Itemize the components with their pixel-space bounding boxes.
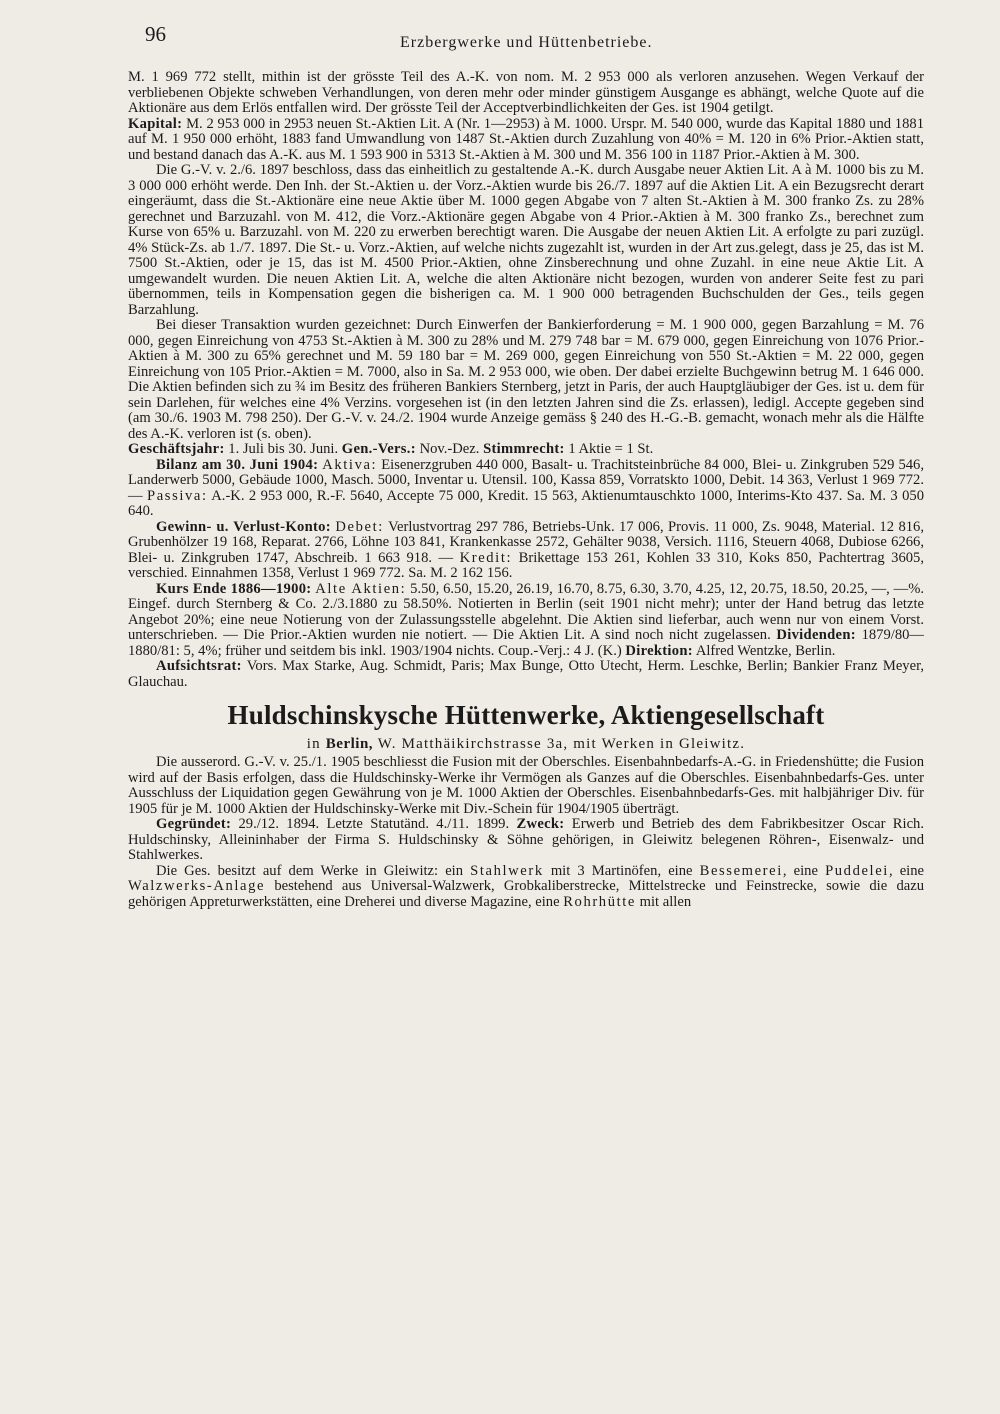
paragraph-kurs	[128, 582, 924, 660]
label-passiva: Passiva:	[147, 487, 208, 504]
text-fusion: Die ausserord. G.-V. v. 25./1. 1905 beschliesst die Fusion mit der Oberschles. Eisenbahnbedarfs-A.-G. in Friedenshütte; die Fusion wird auf der Basis erfolgen, dass die Huldschinsky-Werke ihr Vermögen als Ganzes auf die Oberschles. Eisenbahnbedarfs-Ges. unter Ausschluss der Liquidation gegen Gewährung von je M. 1000 Aktien der Oberschles. Eisenbahnbedarfs-Ges. mit halbjähriger Div. für 1905 für je M. 1000 Aktien der Huldschinsky-Werke mit Div.-Schein für 1904/1905 überträgt.	[128, 754, 924, 817]
paragraph-intro	[128, 70, 924, 117]
paragraph-kapital	[128, 117, 924, 164]
text-debet: Verlustvortrag 297 786, Betriebs-Unk. 17 006, Provis. 11 000, Zs. 9048, Material. 12 816, Grubenhölzer 19 168, Reparat. 2766, Löhne 103 841, Krankenkasse 2572, Gehälter 9038, Versich. 1116, Steuern 4068, Dubiose 6266, Blei- u. Zinkgruben 1747, Abschreib. 1 663 918. —	[128, 518, 924, 566]
label-aufsichtsrat: Aufsichtsrat:	[156, 658, 242, 674]
text-besitz-f: mit allen	[639, 893, 692, 910]
text-dividenden: 1879/80—1880/81: 5, 4%; früher und seitdem bis inkl. 1903/1904 nichts. Coup.-Verj.: 4 J. (K.)	[128, 627, 925, 659]
label-aktiva: Aktiva:	[322, 456, 378, 473]
text-gv: Die G.-V. v. 2./6. 1897 beschloss, dass das einheitlich zu gestaltende A.-K. durch Ausgabe neuer Aktien Lit. A à M. 1000 bis zu M. 3 000 000 erhöht werde. Den Inh. der St.-Aktien u. der Vorz.-Aktien wurde bis 26./7. 1897 auf die Aktien Lit. A ein Bezugsrecht derart eingeräumt, dass die St.-Aktionäre eine neue Aktie über M. 1000 gegen Abgabe von 7 alten St.-Aktien à M. 300 franko Zs. zu 28% gerechnet und Barzuzahl. von M. 412, die Vorz.-Aktionäre gegen Abgabe von 4 Prior.-Aktien à M. 300 franko Zs., berechnet zum Kurse von 65% u. Barzuzahl. von M. 220 zu erwerben berechtigt waren. Die Ausgabe der neuen Aktien Lit. A erfolgte zu pari zuzügl. 4% Stück-Zs. ab 1./7. 1897. Die St.- u. Vorz.-Aktien, auf welche nichts zugezahlt ist, wurden in der Art zus.gelegt, dass je 25, das ist M. 7500 St.-Aktien, oder je 15, das ist M. 4500 Prior.-Aktien, ohne Zinsberechnung und ohne Zuzahl. in eine neue Aktie Lit. A umgewandelt wurden. Die neuen Aktien Lit. A, welche die alten Aktionäre nicht bezogen, wurden von anderer Seite fest zu pari übernommen, teils in Kompensation gegen die bisherigen ca. M. 1 900 000 betragenden Buchschulden der Ges., teils gegen Barzahlung.	[128, 162, 924, 318]
text-kapital: M. 2 953 000 in 2953 neuen St.-Aktien Lit. A (Nr. 1—2953) à M. 1000. Urspr. M. 540 000, wurde das Kapital 1880 und 1881 auf M. 1 950 000 erhöht, 1883 fand Umwandlung von 1487 St.-Aktien durch Zuzahlung von 40% = M. 120 in 6% Prior.-Aktien statt, und bestand danach das A.-K. aus M. 1 593 900 in 5313 St.-Aktien à M. 300 und M. 356 100 in 1187 Prior.-Aktien à M. 300.	[128, 115, 924, 163]
text-direktion: Alfred Wentzke, Berlin.	[695, 642, 836, 659]
label-kurs: Kurs Ende 1886—1900:	[156, 580, 312, 597]
label-direktion: Direktion:	[625, 642, 693, 659]
label-zweck: Zweck:	[516, 816, 565, 832]
term-rohrhuette: Rohrhütte	[563, 893, 636, 910]
label-geschaeftsjahr: Geschäftsjahr:	[128, 441, 225, 457]
text-aufsichtsrat: Vors. Max Starke, Aug. Schmidt, Paris; Max Bunge, Otto Utecht, Herm. Leschke, Berlin; Bankier Franz Meyer, Glauchau.	[128, 658, 924, 690]
label-bilanz: Bilanz am 30. Juni 1904:	[156, 456, 319, 473]
paragraph-besitz	[128, 864, 924, 911]
text-kurs: 5.50, 6.50, 15.20, 26.19, 16.70, 8.75, 6.30, 3.70, 4.25, 12, 20.75, 18.50, 20.25, —, —%. Eingef. durch Sternberg & Co. 2./3.1880 zu 58.50%. Notierten in Berlin (seit 1901 nicht mehr); unter der Hand betrug das letzte Angebot 20%; eine neue Notierung von der Zulassungsstelle abgelehnt. Die Aktien sind lieferbar, auch wenn nur von einem Vorst. unterschrieben. — Die Prior.-Aktien wurden nie notiert. — Die Aktien Lit. A sind noch nicht zugelassen.	[128, 580, 924, 643]
paragraph-fusion	[128, 755, 924, 817]
company-title: Huldschinskysche Hüttenwerke, Aktiengesellschaft	[227, 700, 825, 730]
text-passiva: A.-K. 2 953 000, R.-F. 5640, Accepte 75 000, Kredit. 15 563, Aktienumtauschkto 1000, Interims-Kto 437. Sa. M. 3 050 640.	[128, 487, 924, 519]
text-besitz-e: bestehend aus Universal-Walzwerk, Grobkaliberstrecke, Mittelstrecke und Feinstrecke, sowie die dazu gehörigen Appreturwerkstätten, eine Dreherei und diverse Magazine, eine	[128, 878, 924, 910]
paragraph-bilanz	[128, 458, 924, 520]
label-dividenden: Dividenden:	[776, 627, 856, 643]
label-guv: Gewinn- u. Verlust-Konto:	[156, 518, 331, 535]
label-gegruendet: Gegründet:	[156, 816, 232, 832]
label-gen-vers: Gen.-Vers.:	[341, 441, 416, 457]
text-gegruendet: 29./12. 1894. Letzte Statutänd. 4./11. 1899.	[238, 816, 510, 832]
paragraph-guv	[128, 520, 924, 582]
paragraph-aufsichtsrat	[128, 659, 924, 690]
paragraph-gegruendet	[128, 817, 924, 864]
text-besitz-c: , eine	[782, 862, 818, 879]
paragraph-gv	[128, 163, 924, 318]
term-walzwerks-anlage: Walzwerks-Anlage	[128, 878, 266, 894]
text-kredit: Brikettage 153 261, Kohlen 33 310, Koks 850, Pachtertrag 3605, verschied. Einnahmen 1358, Verlust 1 969 772. Sa. M. 2 162 156.	[128, 549, 924, 581]
text-column	[128, 70, 924, 910]
term-puddelei: Puddelei	[825, 862, 889, 879]
address-city: Berlin,	[325, 736, 374, 752]
address-in: in	[306, 736, 321, 752]
term-stahlwerk: Stahlwerk	[470, 862, 544, 879]
paragraph-intro-text: M. 1 969 772 stellt, mithin ist der grösste Teil des A.-K. von nom. M. 2 953 000 als verloren anzusehen. Wegen Verkauf der verbliebenen Objekte schweben Verhandlungen, von deren mehr oder minder günstigem Ausgange es abhängt, welche Quote auf die Aktionäre aus dem Erlös entfallen wird. Der grösste Teil der Acceptverbindlichkeiten der Ges. ist 1904 getilgt.	[128, 69, 924, 116]
text-gen-vers: Nov.-Dez.	[419, 441, 480, 457]
text-zweck: Erwerb und Betrieb des dem Fabrikbesitzer Oscar Rich. Huldschinsky, Alleininhaber der Firma S. Huldschinsky & Söhne gehörigen, in Gleiwitz belegenen Röhren-, Eisenwalz- und Stahlwerkes.	[128, 816, 925, 863]
text-besitz-b: mit 3 Martinöfen, eine	[550, 862, 693, 879]
label-alte-aktien: Alte Aktien:	[315, 580, 407, 597]
term-bessemerei: Bessemerei	[699, 862, 783, 879]
address-rest: W. Matthäikirchstrasse 3a, mit Werken in Gleiwitz.	[377, 736, 746, 752]
label-stimmrecht: Stimmrecht:	[483, 441, 565, 457]
text-besitz-a: Die Ges. besitzt auf dem Werke in Gleiwitz: ein	[156, 862, 464, 879]
text-transaction: Bei dieser Transaktion wurden gezeichnet: Durch Einwerfen der Bankierforderung = M. 1 900 000, gegen Barzahlung = M. 76 000, gegen Einreichung von 4753 St.-Aktien à M. 300 zu 28% und M. 279 748 bar = M. 679 000, gegen Einreichung von 1076 Prior.-Aktien à M. 300 zu 65% gerechnet und M. 59 180 bar = M. 269 000, gegen Einreichung von 550 St.-Aktien = M. 22 000, gegen Einreichung von 105 Prior.-Aktien = M. 7000, also in Sa. M. 2 953 000, wie oben. Der dabei erzielte Buchgewinn betrug M. 1 646 000. Die Aktien befinden sich zu ¾ im Besitz des früheren Bankiers Sternberg, jetzt in Paris, der auch Hauptgläubiger der Ges. ist u. dem für sein Darlehen, für welches eine 4% Verzins. vorgesehen ist (in den letzten Jahren sind die Zs. erlassen), ledigl. Accepte gegeben sind (am 30./6. 1903 M. 798 250). Der G.-V. v. 24./2. 1904 wurde Anzeige gemäss § 240 des H.-G.-B. gemacht, wonach mehr als die Hälfte des A.-K. verloren ist (s. oben).	[128, 317, 924, 442]
text-besitz-d: , eine	[888, 862, 924, 879]
company-address	[128, 736, 924, 753]
text-stimmrecht: 1 Aktie = 1 St.	[568, 441, 654, 457]
page-header	[0, 20, 1000, 54]
label-kredit: Kredit:	[459, 549, 513, 566]
running-title: Erzbergwerke und Hüttenbetriebe.	[400, 34, 653, 51]
label-kapital: Kapital:	[128, 115, 183, 132]
text-geschaeftsjahr: 1. Juli bis 30. Juni.	[228, 441, 339, 457]
text-aktiva: Eisenerzgruben 440 000, Basalt- u. Trachitsteinbrüche 84 000, Blei- u. Zinkgruben 529 546, Landerwerb 5000, Gebäude 1000, Masch. 5000, Inventar u. Utensil. 100, Kassa 859, Vorratskto 1000, Debit. 14 363, Verlust 1 969 772. —	[128, 456, 924, 504]
label-debet: Debet:	[335, 518, 384, 535]
paragraph-geschaeftsjahr	[128, 442, 924, 458]
paragraph-transaction	[128, 318, 924, 442]
page-number: 96	[145, 22, 166, 46]
